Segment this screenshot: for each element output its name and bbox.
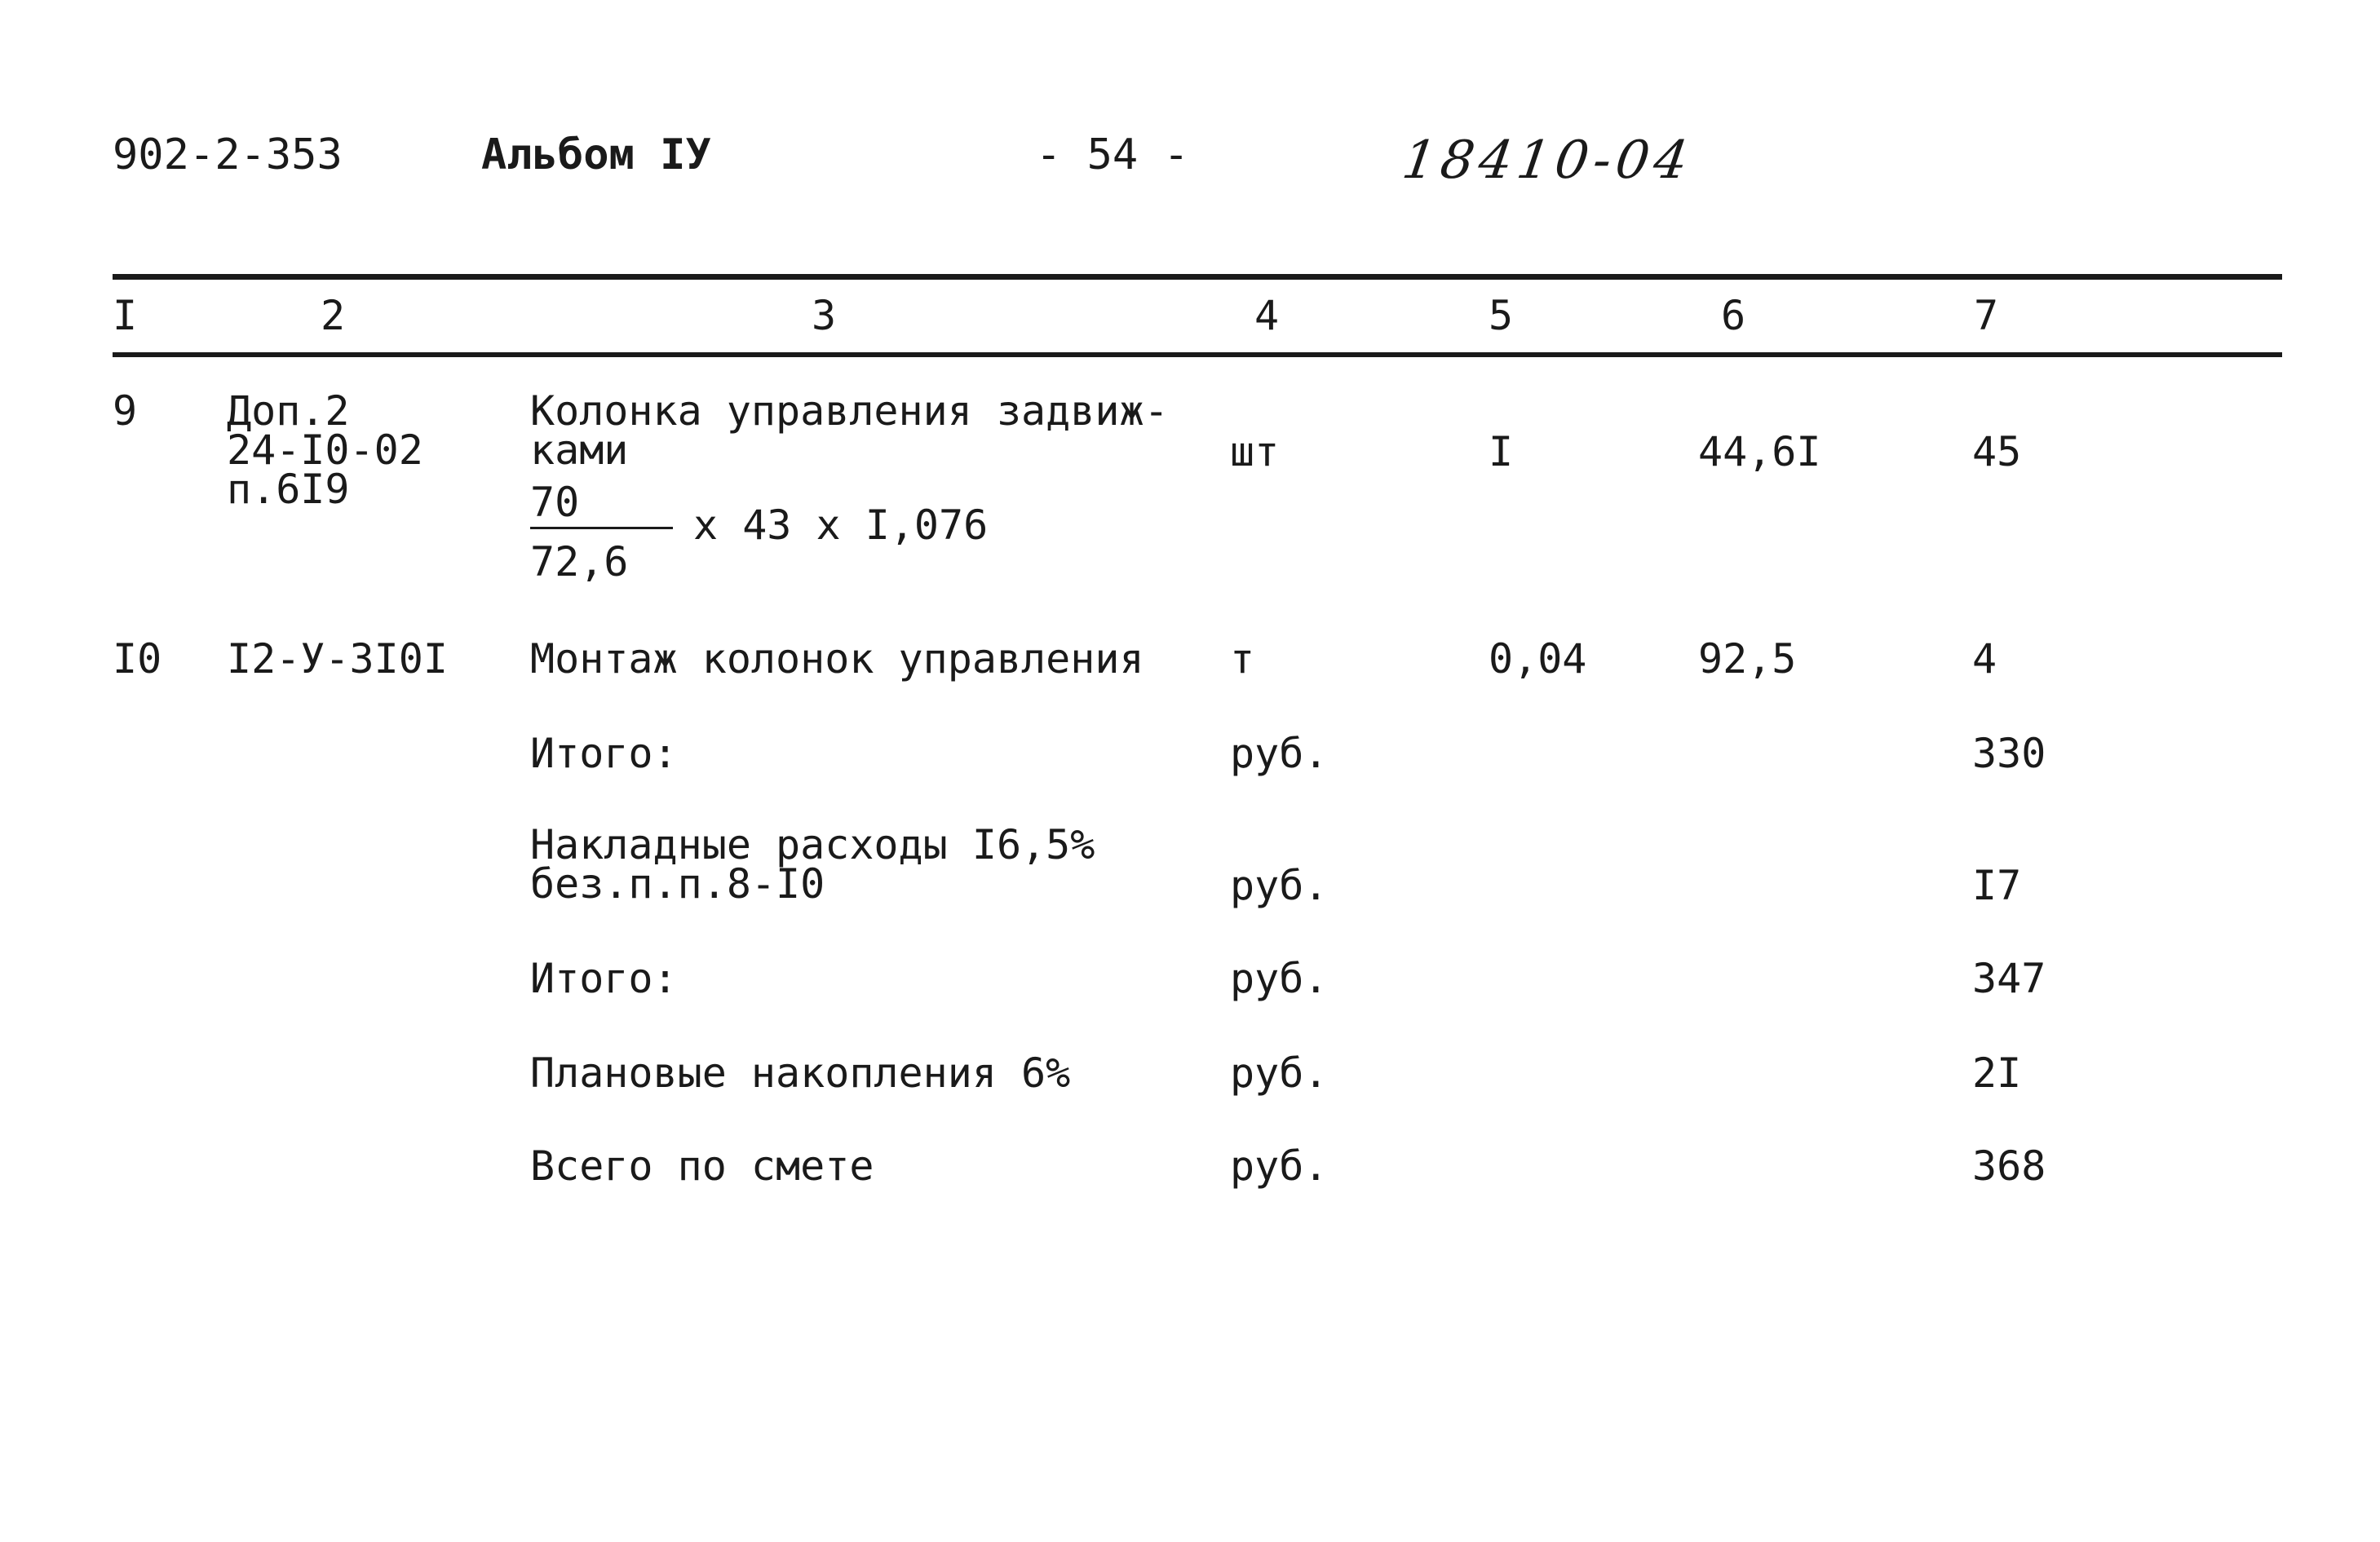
column-header-6: 6 [1721, 292, 1746, 339]
table-top-rule [113, 274, 2282, 280]
summary-unit: руб. [1230, 955, 1329, 1002]
row-number: 9 [113, 387, 138, 435]
row-unit: т [1230, 635, 1255, 683]
summary-unit: руб. [1230, 1142, 1329, 1190]
row-quantity: I [1489, 428, 1514, 475]
row-name-line: Колонка управления задвиж- [530, 387, 1169, 435]
row-total: 4 [1972, 635, 1997, 683]
column-header-7: 7 [1974, 292, 1999, 339]
summary-unit: руб. [1230, 1049, 1329, 1097]
row-code-line: п.6I9 [227, 466, 350, 513]
summary-total: I7 [1972, 862, 2022, 909]
row-price: 92,5 [1698, 635, 1797, 683]
formula-numerator: 70 [530, 479, 580, 526]
row-name [530, 387, 1169, 474]
handwritten-number: 18410-04 [1398, 130, 1697, 191]
row-code [227, 387, 423, 513]
row-code-line: Доп.2 [227, 387, 350, 435]
row-unit: шт [1230, 428, 1280, 475]
column-header-1: I [113, 292, 138, 339]
column-header-4: 4 [1254, 292, 1280, 339]
row-code-line: 24-I0-02 [227, 426, 423, 474]
summary-total: 2I [1972, 1049, 2022, 1097]
page-number: - 54 - [1036, 130, 1189, 179]
row-code: I2-У-3I0I [227, 635, 448, 683]
row-price: 44,6I [1698, 428, 1821, 475]
summary-label: Всего по смете [530, 1142, 874, 1190]
formula-fraction-line [530, 527, 673, 529]
album-label: Альбом IУ [481, 130, 711, 179]
row-name-line: ками [530, 426, 629, 474]
formula-multiplier: x 43 x I,076 [693, 501, 989, 549]
row-number: I0 [113, 635, 162, 683]
row-total: 45 [1972, 428, 2022, 475]
summary-label: Итого: [530, 730, 678, 777]
column-header-2: 2 [321, 292, 346, 339]
summary-label-line: Накладные расходы I6,5% [530, 821, 1095, 868]
row-quantity: 0,04 [1489, 635, 1587, 683]
summary-total: 368 [1972, 1142, 2046, 1190]
column-header-3: 3 [812, 292, 837, 339]
summary-label: Итого: [530, 955, 678, 1002]
summary-unit: руб. [1230, 730, 1329, 777]
summary-total: 330 [1972, 730, 2046, 777]
summary-unit: руб. [1230, 862, 1329, 909]
summary-label: Плановые накопления 6% [530, 1049, 1071, 1097]
summary-total: 347 [1972, 955, 2046, 1002]
table-header-rule [113, 352, 2282, 357]
row-name: Монтаж колонок управления [530, 635, 1144, 683]
summary-label [530, 821, 1095, 908]
formula-denominator: 72,6 [530, 538, 629, 585]
document-code: 902-2-353 [113, 130, 343, 179]
column-header-5: 5 [1489, 292, 1514, 339]
summary-label-line: без.п.п.8-I0 [530, 860, 825, 908]
